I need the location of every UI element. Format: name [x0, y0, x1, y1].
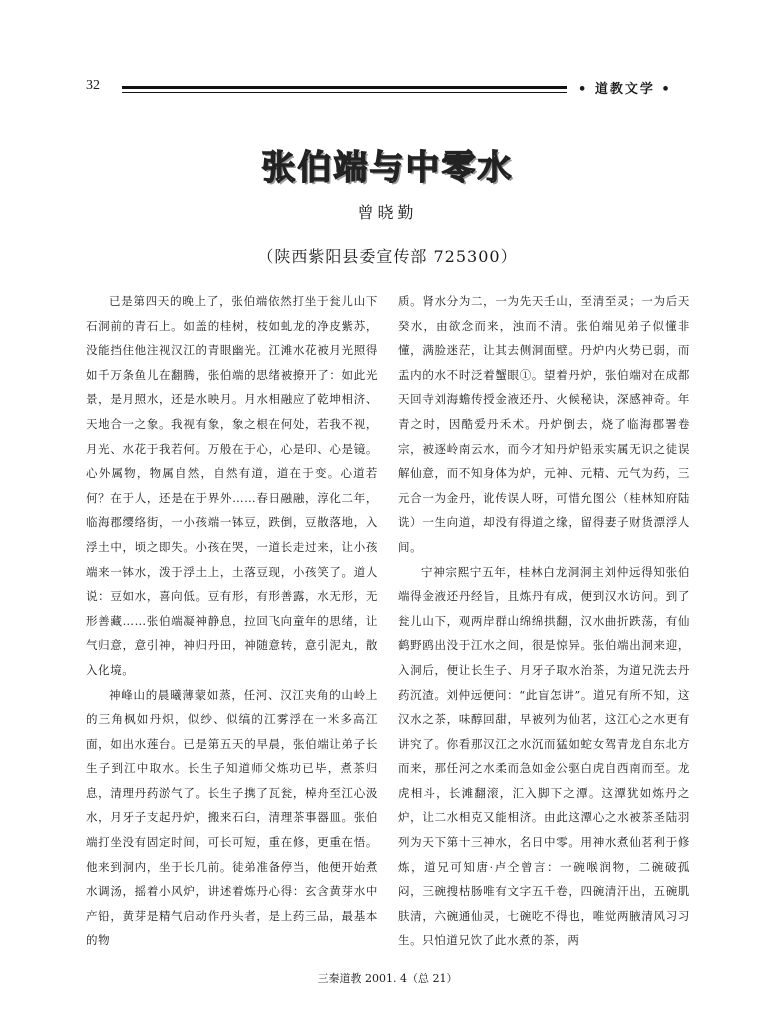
- author-name: 曾晓勤: [357, 203, 418, 222]
- page-number: 32: [86, 78, 100, 93]
- page-footer: 三秦道教 2001. 4（总 21）: [317, 972, 458, 985]
- paragraph: 已是第四天的晚上了，张伯端依然打坐于瓮儿山下石洞前的青石上。如盖的桂树，枝如虬龙的净皮紫苏，没能挡住他注视汉江的青眼幽光。江滩水花被月光照得如千万条鱼儿在翻腾，张伯端的思绪被撩开了：如此光景，是月照水，还是水映月。月水相融应了乾坤相济、天地合一之象。我视有象，象之根在何处，若我不视，月光、水花于我若何。万般在于心，心是印、心是镜。心外属物，物属自然，自然有道，道在于变。心道若何？在于人，还是在于界外……春日融融，淳化二年，临海郡缨络街，一小孩端一钵豆，跌倒，豆散落地，入浮土中，顷之即失。小孩在哭，一道长走过来，让小孩端来一钵水，泼于浮土上，土落豆现，小孩笑了。道人说：豆如水，喜向低。豆有形，有形善露，水无形，无形善藏……张伯端凝神静息，拉回飞向童年的思绪，让气归意，意引神，神归丹田，神随意转，意引泥丸，散入化境。: [86, 294, 378, 677]
- header-rule-thin: [122, 92, 567, 93]
- header-rule: [122, 86, 567, 89]
- page-header: [86, 78, 686, 102]
- body-column-left: [86, 289, 378, 953]
- paragraph-continued: 质。肾水分为二，一为先天壬山，至清至灵；一为后天癸水，由欲念而来，浊而不清。张伯端见弟子似懂非懂，满脸迷茫，让其去侧洞面壁。丹炉内火势已弱，而盂内的水不时泛着蟹眼①。望着丹炉，张伯端对在成都天回寺刘海蟾传授金液还丹、火候秘诀，深感神奇。年青之时，因酷爱丹禾术。丹炉倒去，烧了临海郡署卷宗，被逐岭南云水，而今才知丹炉铅汞实属无识之徒误解仙意，而不知身体为炉，元神、元精、元气为药，三元合一为金丹，讹传误人呀，可惜允图公（桂林知府陆诜）一生向道，却没有得道之缘，留得妻子财货漂浮人间。: [398, 294, 690, 554]
- paragraph: 宁神宗熙宁五年，桂林白龙洞洞主刘仲远得知张伯端得金液还丹经旨，且炼丹有成，便到汉水访问。到了瓮儿山下，观两岸群山绵绵拱翻，汉水曲折跌荡，有仙鹤野鸥出没于江水之间，很是惊异。张伯端出洞来迎，入洞后，便让长生子、月牙子取水治茶，为道兄洗去丹药沉渣。刘仲远便问：“此盲怎讲”。道兄有所不知，这汉水之茶，味醇回甜，早被列为仙茗，这江心之水更有讲究了。你看那汉江之水沉而猛如蛇女驾青龙自东北方而来，那任河之水柔而急如金公驱白虎自西南而至。龙虎相斗，长滩翻滚，汇入脚下之潭。这潭犹如炼丹之炉，让二水相克又能相济。由此这潭心之水被茶圣陆羽列为天下第十三神水，名日中零。用神水煮仙茗利于修炼，道兄可知唐·卢仝曾言：一碗喉润物，二碗破孤闷，三碗搜枯肠唯有文字五千卷，四碗清汗出，五碗肌肤清，六碗通仙灵，七碗吃不得也，唯觉两腋清风习习生。只怕道兄饮了此水煮的茶，两: [398, 564, 690, 948]
- journal-section-name: • 道教文学 •: [578, 82, 672, 97]
- paragraph: 神峰山的晨曦薄蒙如蒸，任河、汉江夹角的山岭上的三角枫如丹炽，似纱、似缟的江雾浮在一米多高江面，如出水莲台。已是第五天的早晨，张伯端让弟子长生子到江中取水。长生子知道师父炼功已毕，煮茶归息，清理丹药淤气了。长生子携了瓦瓮，棹舟至江心汲水，月牙子支起丹炉，搬来石臼，清理茶事器皿。张伯端打坐没有固定时间，可长可短，重在修，更重在悟。他来到洞内，坐于长几前。徒弟准备停当，他便开始煮水调汤，摇着小风炉，讲述着炼丹心得：玄含黄芽水中产铅，黄芽是精气启动作丹头者，是上药三品，最基本的物: [86, 687, 378, 948]
- article-title: 张伯端与中零水: [261, 148, 514, 188]
- body-column-right: [398, 289, 690, 953]
- author-affiliation: （陕西紫阳县委宣传部 725300）: [257, 247, 518, 266]
